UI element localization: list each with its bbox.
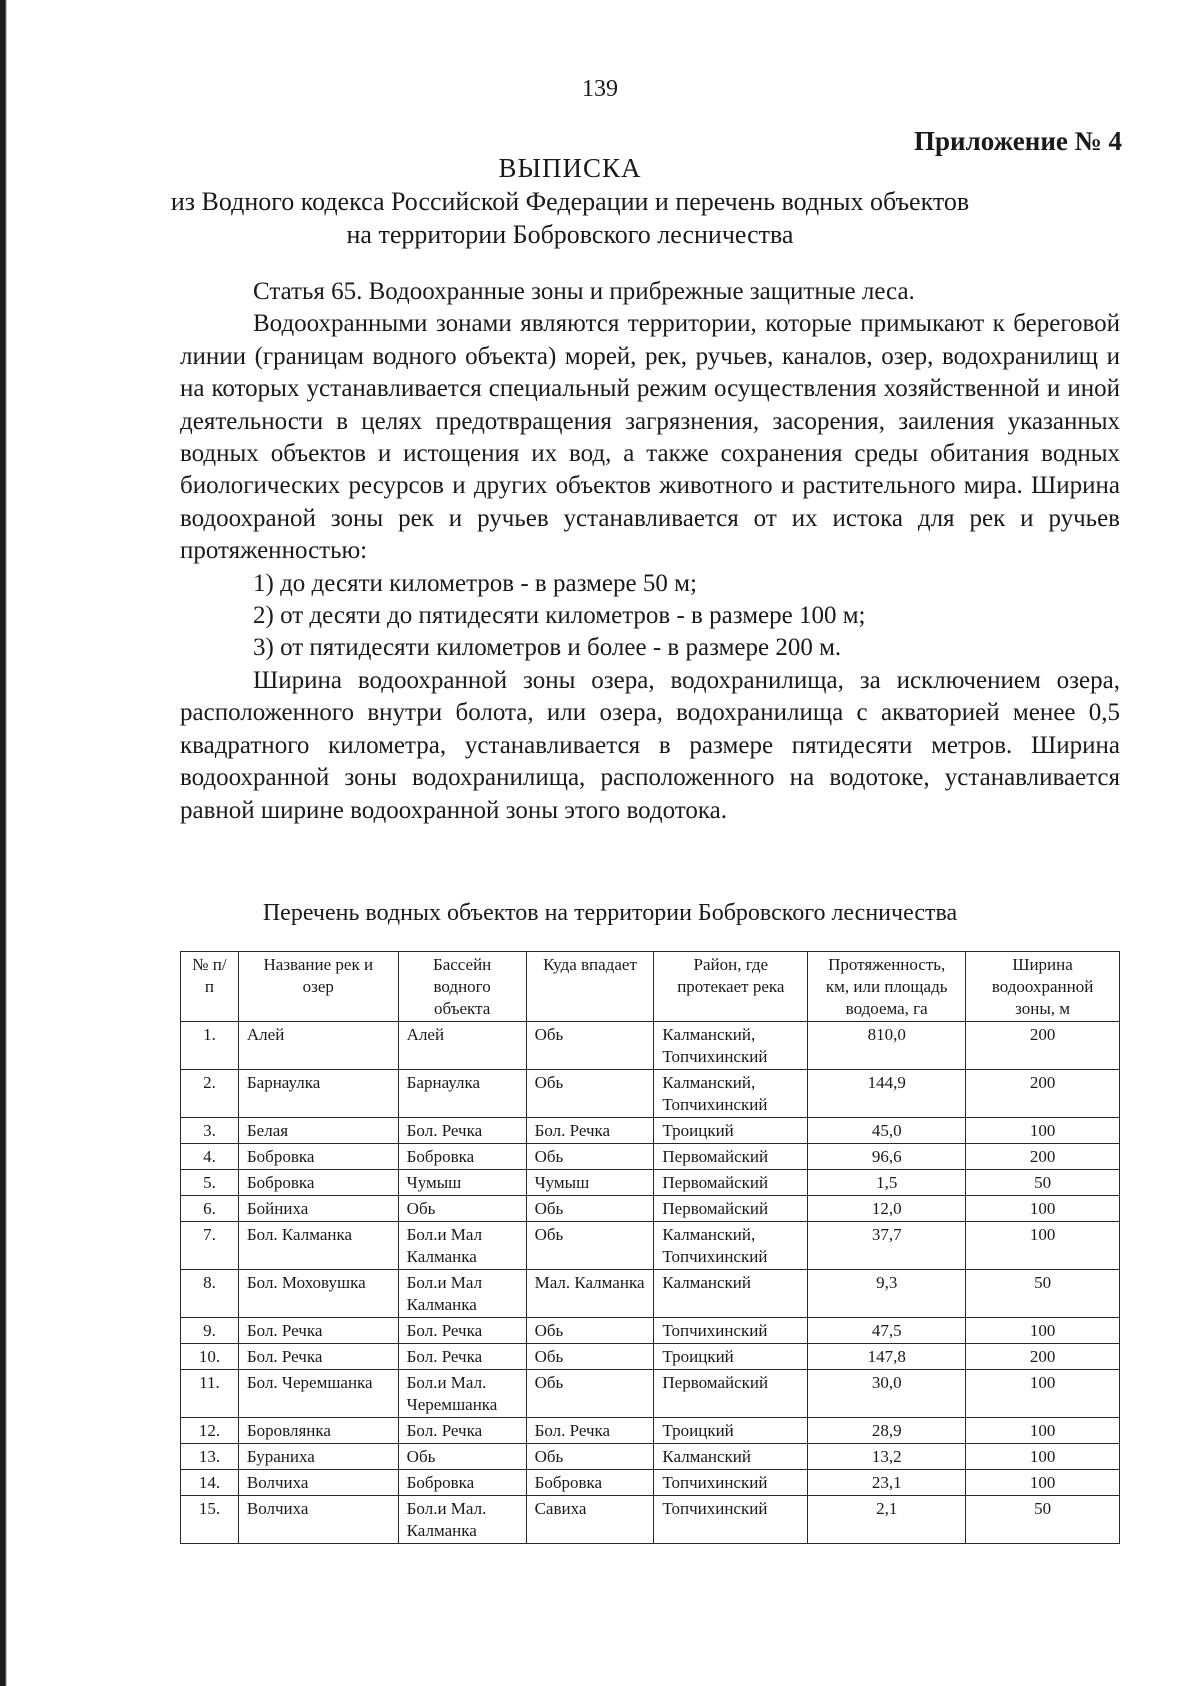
- cell-basin: Бол. Речка: [398, 1318, 526, 1344]
- cell-zone-width: 100: [966, 1196, 1120, 1222]
- cell-basin: Обь: [398, 1444, 526, 1470]
- table-row: [181, 1496, 1120, 1544]
- table-row: [181, 1344, 1120, 1370]
- cell-length: 810,0: [808, 1022, 966, 1070]
- cell-zone-width: 100: [966, 1418, 1120, 1444]
- cell-zone-width: 100: [966, 1470, 1120, 1496]
- cell-outflow: Мал. Калманка: [526, 1270, 654, 1318]
- table-header-row: [181, 952, 1120, 1022]
- cell-name: Барнаулка: [238, 1070, 398, 1118]
- cell-zone-width: 200: [966, 1070, 1120, 1118]
- document-heading: [160, 152, 980, 251]
- cell-district: Калманский, Топчихинский: [654, 1022, 808, 1070]
- cell-outflow: Обь: [526, 1318, 654, 1344]
- cell-district: Топчихинский: [654, 1496, 808, 1544]
- cell-outflow: Обь: [526, 1344, 654, 1370]
- article-body: [180, 276, 1120, 827]
- cell-length: 45,0: [808, 1118, 966, 1144]
- cell-number: 11.: [181, 1370, 239, 1418]
- cell-length: 28,9: [808, 1418, 966, 1444]
- header-number: № п/п: [181, 952, 239, 1022]
- cell-name: Бол. Моховушка: [238, 1270, 398, 1318]
- cell-district: Топчихинский: [654, 1470, 808, 1496]
- document-subtitle-line-1: из Водного кодекса Российской Федерации и перечень водных объектов: [170, 187, 970, 216]
- header-name: Название рек и озер: [238, 952, 398, 1022]
- cell-district: Топчихинский: [654, 1318, 808, 1344]
- cell-basin: Бол. Речка: [398, 1418, 526, 1444]
- cell-length: 23,1: [808, 1470, 966, 1496]
- cell-zone-width: 100: [966, 1222, 1120, 1270]
- cell-district: Троицкий: [654, 1344, 808, 1370]
- cell-basin: Барнаулка: [398, 1070, 526, 1118]
- table-title: Перечень водных объектов на территории Бобровского лесничества: [262, 900, 958, 926]
- cell-district: Первомайский: [654, 1370, 808, 1418]
- table-row: [181, 1444, 1120, 1470]
- header-length: Протяженность, км, или площадь водоема, га: [808, 952, 966, 1022]
- cell-basin: Бол.и Мал Калманка: [398, 1222, 526, 1270]
- cell-district: Калманский: [654, 1270, 808, 1318]
- cell-outflow: Обь: [526, 1196, 654, 1222]
- cell-length: 47,5: [808, 1318, 966, 1344]
- appendix-label: Приложение № 4: [914, 126, 1122, 156]
- table-row: [181, 1022, 1120, 1070]
- cell-basin: Бол.и Мал Калманка: [398, 1270, 526, 1318]
- cell-number: 12.: [181, 1418, 239, 1444]
- table-row: [181, 1470, 1120, 1496]
- cell-outflow: Обь: [526, 1444, 654, 1470]
- cell-number: 10.: [181, 1344, 239, 1370]
- cell-basin: Алей: [398, 1022, 526, 1070]
- cell-number: 15.: [181, 1496, 239, 1544]
- cell-number: 7.: [181, 1222, 239, 1270]
- cell-outflow: Обь: [526, 1370, 654, 1418]
- cell-name: Бол. Речка: [238, 1344, 398, 1370]
- table-row: [181, 1222, 1120, 1270]
- cell-basin: Обь: [398, 1196, 526, 1222]
- cell-name: Белая: [238, 1118, 398, 1144]
- cell-zone-width: 200: [966, 1344, 1120, 1370]
- cell-zone-width: 100: [966, 1370, 1120, 1418]
- cell-length: 144,9: [808, 1070, 966, 1118]
- cell-name: Бол. Черемшанка: [238, 1370, 398, 1418]
- cell-zone-width: 200: [966, 1144, 1120, 1170]
- list-item: 3) от пятидесяти километров и более - в размере 200 м.: [253, 634, 842, 662]
- cell-number: 3.: [181, 1118, 239, 1144]
- cell-basin: Бобровка: [398, 1144, 526, 1170]
- cell-number: 9.: [181, 1318, 239, 1344]
- cell-name: Бол. Калманка: [238, 1222, 398, 1270]
- cell-district: Калманский, Топчихинский: [654, 1222, 808, 1270]
- cell-outflow: Бобровка: [526, 1470, 654, 1496]
- cell-number: 2.: [181, 1070, 239, 1118]
- table-body: [181, 1022, 1120, 1544]
- header-outflow: Куда впадает: [526, 952, 654, 1022]
- cell-length: 1,5: [808, 1170, 966, 1196]
- article-heading: Статья 65. Водоохранные зоны и прибрежные защитные леса.: [253, 278, 915, 305]
- header-district: Район, где протекает река: [654, 952, 808, 1022]
- cell-basin: Чумыш: [398, 1170, 526, 1196]
- cell-outflow: Обь: [526, 1222, 654, 1270]
- cell-outflow: Бол. Речка: [526, 1118, 654, 1144]
- cell-basin: Бол. Речка: [398, 1118, 526, 1144]
- cell-name: Волчиха: [238, 1496, 398, 1544]
- cell-district: Первомайский: [654, 1170, 808, 1196]
- cell-zone-width: 100: [966, 1318, 1120, 1344]
- cell-length: 96,6: [808, 1144, 966, 1170]
- cell-name: Боровлянка: [238, 1418, 398, 1444]
- cell-number: 1.: [181, 1022, 239, 1070]
- list-item: 2) от десяти до пятидесяти километров - в размере 100 м;: [253, 602, 866, 630]
- cell-number: 13.: [181, 1444, 239, 1470]
- cell-length: 2,1: [808, 1496, 966, 1544]
- cell-outflow: Обь: [526, 1022, 654, 1070]
- cell-number: 8.: [181, 1270, 239, 1318]
- cell-length: 12,0: [808, 1196, 966, 1222]
- cell-name: Бол. Речка: [238, 1318, 398, 1344]
- document-subtitle-line-2: на территории Бобровского лесничества: [346, 220, 794, 249]
- cell-length: 9,3: [808, 1270, 966, 1318]
- cell-basin: Бол.и Мал. Черемшанка: [398, 1370, 526, 1418]
- paragraph-water-zones: Водоохранными зонами являются территории, которые примыкают к береговой линии (границам водного объекта) морей, рек, ручьев, каналов, озер, водохранилищ и на которых устанавливается специальный режим осуществления хозяйственной и иной деятельности в целях предотвращения загрязнения, засорения, заиления указанных водных объектов и истощения их вод, а также сохранения среды обитания водных биологических ресурсов и других объектов животного и растительного мира. Ширина водоохраной зоны рек и ручьев устанавливается от их истока для рек и ручьев протяженностью:: [180, 310, 1120, 565]
- table-row: [181, 1418, 1120, 1444]
- cell-name: Бойниха: [238, 1196, 398, 1222]
- cell-name: Бобровка: [238, 1170, 398, 1196]
- cell-district: Первомайский: [654, 1196, 808, 1222]
- cell-basin: Бобровка: [398, 1470, 526, 1496]
- cell-length: 37,7: [808, 1222, 966, 1270]
- table-row: [181, 1270, 1120, 1318]
- water-objects-table: [180, 951, 1120, 1544]
- cell-zone-width: 200: [966, 1022, 1120, 1070]
- cell-length: 30,0: [808, 1370, 966, 1418]
- page-number: 139: [582, 76, 618, 102]
- table-row: [181, 1170, 1120, 1196]
- list-item: 1) до десяти километров - в размере 50 м;: [253, 569, 697, 597]
- table-row: [181, 1318, 1120, 1344]
- cell-zone-width: 100: [966, 1118, 1120, 1144]
- cell-zone-width: 100: [966, 1444, 1120, 1470]
- table-row: [181, 1196, 1120, 1222]
- cell-number: 4.: [181, 1144, 239, 1170]
- cell-number: 14.: [181, 1470, 239, 1496]
- cell-number: 6.: [181, 1196, 239, 1222]
- cell-district: Первомайский: [654, 1144, 808, 1170]
- cell-basin: Бол. Речка: [398, 1344, 526, 1370]
- cell-name: Бураниха: [238, 1444, 398, 1470]
- header-basin: Бассейн водного объекта: [398, 952, 526, 1022]
- table-row: [181, 1144, 1120, 1170]
- table-row: [181, 1118, 1120, 1144]
- cell-district: Троицкий: [654, 1418, 808, 1444]
- cell-district: Троицкий: [654, 1118, 808, 1144]
- cell-basin: Бол.и Мал. Калманка: [398, 1496, 526, 1544]
- cell-outflow: Обь: [526, 1144, 654, 1170]
- cell-outflow: Чумыш: [526, 1170, 654, 1196]
- cell-zone-width: 50: [966, 1496, 1120, 1544]
- cell-district: Калманский, Топчихинский: [654, 1070, 808, 1118]
- cell-length: 147,8: [808, 1344, 966, 1370]
- cell-district: Калманский: [654, 1444, 808, 1470]
- table-row: [181, 1070, 1120, 1118]
- cell-outflow: Бол. Речка: [526, 1418, 654, 1444]
- cell-name: Волчиха: [238, 1470, 398, 1496]
- cell-outflow: Обь: [526, 1070, 654, 1118]
- cell-outflow: Савиха: [526, 1496, 654, 1544]
- scan-edge: [0, 0, 7, 1686]
- cell-name: Бобровка: [238, 1144, 398, 1170]
- cell-number: 5.: [181, 1170, 239, 1196]
- cell-zone-width: 50: [966, 1170, 1120, 1196]
- paragraph-lake-zones: Ширина водоохранной зоны озера, водохранилища, за исключением озера, расположенного внутри болота, или озера, водохранилища с акваторией менее 0,5 квадратного километра, устанавливается в размере пятидесяти метров. Ширина водоохранной зоны водохранилища, расположенного на водотоке, устанавливается равной ширине водоохранной зоны этого водотока.: [180, 666, 1120, 824]
- cell-length: 13,2: [808, 1444, 966, 1470]
- cell-name: Алей: [238, 1022, 398, 1070]
- header-zone-width: Ширина водоохранной зоны, м: [966, 952, 1120, 1022]
- document-title: ВЫПИСКА: [498, 153, 642, 183]
- cell-zone-width: 50: [966, 1270, 1120, 1318]
- table-row: [181, 1370, 1120, 1418]
